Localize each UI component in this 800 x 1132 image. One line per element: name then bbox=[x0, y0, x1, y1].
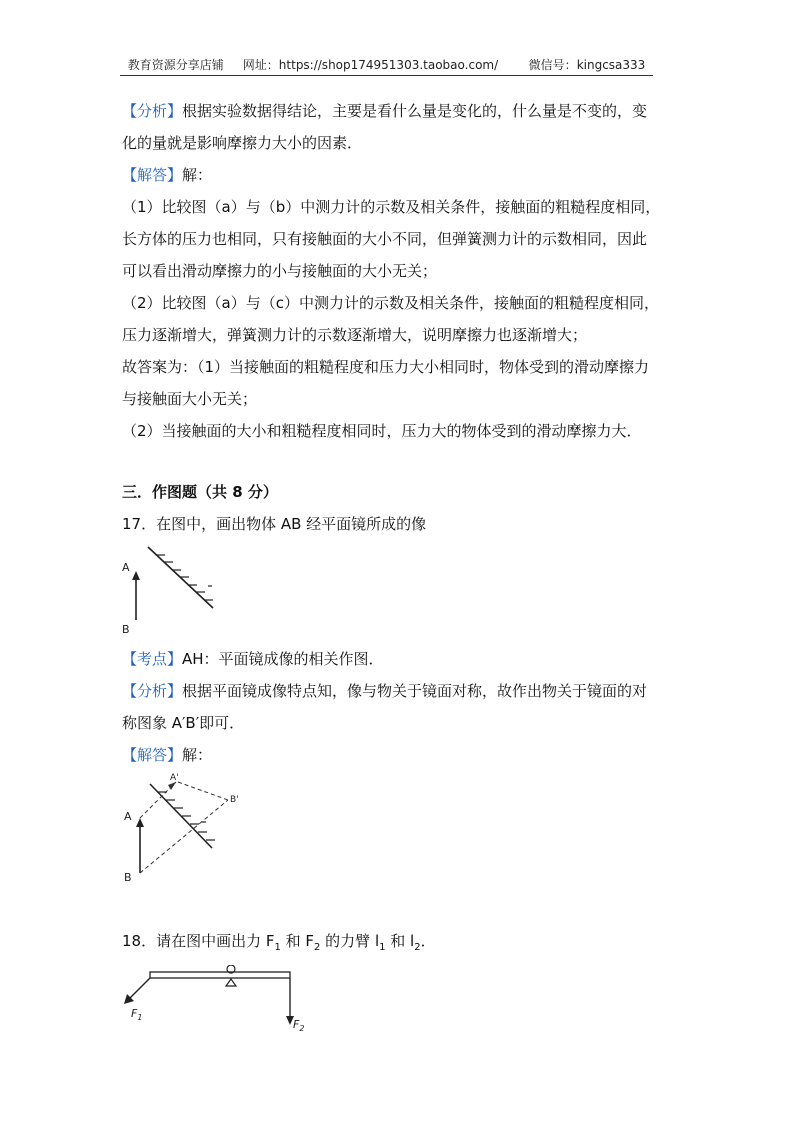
q18-stem-mid2: 的力臂 l bbox=[320, 932, 380, 950]
p1-line-2: 长方体的压力也相同，只有接触面的大小不同，但弹簧测力计的示数相同，因此 bbox=[122, 230, 648, 248]
q18-stem bbox=[122, 931, 436, 958]
p1-line-1: （1）比较图（a）与（b）中测力计的示数及相关条件，接触面的粗糙程度相同， bbox=[122, 198, 661, 216]
q17-analysis-tag: 【分析】 bbox=[122, 682, 183, 700]
solution-label-b-prime: B' bbox=[230, 795, 239, 805]
construction-lines bbox=[140, 782, 228, 873]
label-f2: $F_2$ bbox=[293, 1018, 305, 1033]
answer-line-2: 与接触面大小无关； bbox=[122, 390, 258, 408]
solution-line bbox=[122, 165, 212, 185]
q18-figure bbox=[118, 965, 318, 1035]
q17-stem: 17．在图中，画出物体 AB 经平面镜所成的像 bbox=[122, 515, 427, 533]
q18-stem-end: ． bbox=[420, 932, 436, 950]
header-url-label: 网址： bbox=[242, 58, 279, 72]
solution-tag: 【解答】 bbox=[122, 166, 183, 184]
analysis-text-1: 根据实验数据得结论，主要是看什么量是变化的，什么量是不变的，变 bbox=[182, 102, 648, 120]
p1-line-3: 可以看出滑动摩擦力的小与接触面的大小无关； bbox=[122, 262, 438, 280]
solution-object-arrowhead bbox=[136, 818, 144, 827]
mirror-hatching bbox=[156, 555, 213, 600]
answer-line-1: 故答案为：（1）当接触面的粗糙程度和压力大小相同时，物体受到的滑动摩擦力 bbox=[122, 358, 650, 376]
header-url: https://shop174951303.taobao.com/ bbox=[278, 58, 499, 72]
q17-analysis-1 bbox=[122, 681, 647, 701]
header-wechat: kingcsa333 bbox=[576, 58, 646, 72]
p2-line-1: （2）比较图（a）与（c）中测力计的示数及相关条件，接触面的粗糙程度相同， bbox=[122, 294, 659, 312]
section-title: 三．作图题（共 8 分） bbox=[122, 483, 278, 501]
image-arrowhead bbox=[168, 782, 176, 790]
q17-solution-tag: 【解答】 bbox=[122, 746, 183, 764]
q17-solution-figure bbox=[118, 770, 258, 885]
label-a: A bbox=[122, 561, 130, 574]
pivot-support bbox=[226, 979, 236, 986]
q18-sub-2: 2 bbox=[314, 942, 321, 953]
label-f1: $F_1$ bbox=[131, 1007, 143, 1022]
answer-line-3: （2）当接触面的大小和粗糙程度相同时，压力大的物体受到的滑动摩擦力大． bbox=[122, 422, 642, 440]
q17-kaodian bbox=[122, 649, 384, 669]
q18-sub-4: 2 bbox=[414, 942, 421, 953]
solution-mirror-hatching bbox=[158, 792, 215, 840]
analysis-tag: 【分析】 bbox=[122, 102, 183, 120]
q17-analysis-2: 称图象 A′B′即可． bbox=[122, 714, 245, 732]
kaodian-text: AH：平面镜成像的相关作图． bbox=[182, 650, 384, 668]
solution-mirror-line bbox=[150, 784, 212, 848]
q17-solution bbox=[122, 745, 212, 765]
analysis-line-2: 化的量就是影响摩擦力大小的因素． bbox=[122, 134, 363, 152]
q18-sub-3: 1 bbox=[379, 942, 386, 953]
solution-label-a: A bbox=[124, 810, 132, 823]
analysis-line-1 bbox=[122, 101, 647, 121]
q18-stem-mid3: 和 l bbox=[385, 932, 415, 950]
object-arrowhead bbox=[132, 571, 140, 580]
kaodian-tag: 【考点】 bbox=[122, 650, 183, 668]
solution-label-b: B bbox=[124, 871, 132, 884]
q17-figure bbox=[118, 545, 228, 635]
q18-sub-1: 1 bbox=[274, 942, 281, 953]
lever-bar bbox=[150, 972, 290, 978]
q18-stem-mid: 和 F bbox=[280, 932, 315, 950]
solution-label-a-prime: A' bbox=[170, 773, 179, 783]
header-rule bbox=[120, 75, 653, 76]
page-header bbox=[120, 56, 653, 76]
q18-stem-pre: 18．请在图中画出力 F bbox=[122, 932, 275, 950]
header-shop: 教育资源分享店铺 bbox=[127, 58, 224, 72]
solution-head: 解： bbox=[182, 166, 213, 184]
header-wechat-label: 微信号： bbox=[528, 58, 577, 72]
q17-solution-head: 解： bbox=[182, 746, 213, 764]
label-b: B bbox=[122, 623, 130, 635]
p2-line-2: 压力逐渐增大，弹簧测力计的示数逐渐增大，说明摩擦力也逐渐增大； bbox=[122, 326, 588, 344]
q17-analysis-text: 根据平面镜成像特点知，像与物关于镜面对称，故作出物关于镜面的对 bbox=[182, 682, 648, 700]
